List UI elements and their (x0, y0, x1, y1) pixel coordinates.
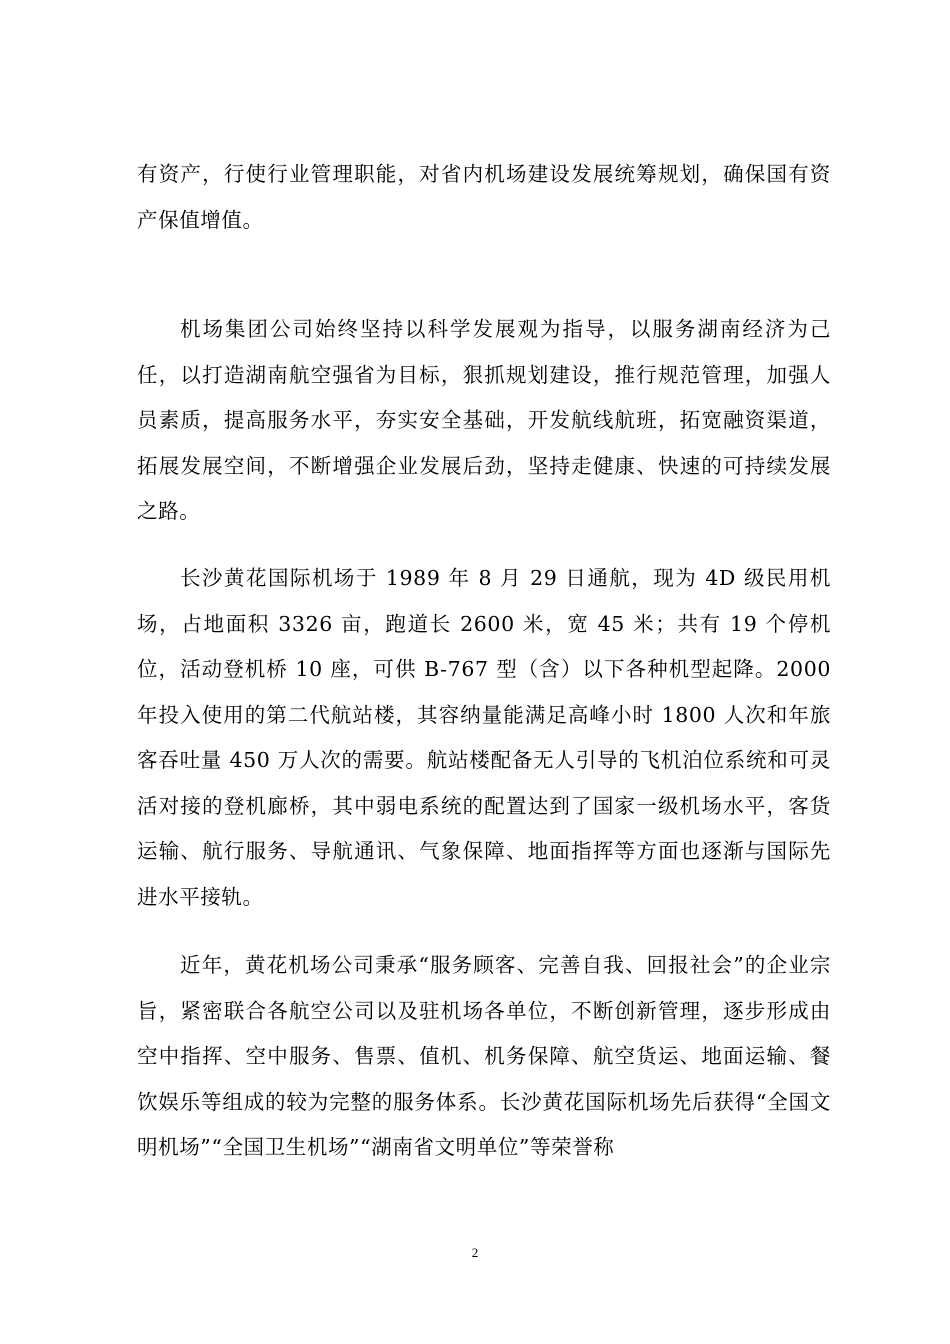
paragraph-airport-facilities: 长沙黄花国际机场于 1989 年 8 月 29 日通航，现为 4D 级民用机场，占地面积 3326 亩，跑道长 2600 米，宽 45 米；共有 19 个停机位，活动登机桥 10 座，可供 B-767 型（含）以下各种机型起降。2000 年投入使用的第二代航站楼，其容纳量能满足高峰小时 1800 人次和年旅客吞吐量 450 万人次的需要。航站楼配备无人引导的飞机泊位系统和可灵活对接的登机廊桥，其中弱电系统的配置达到了国家一级机场水平，客货运输、航行服务、导航通讯、气象保障、地面指挥等方面也逐渐与国际先进水平接轨。 (137, 566, 831, 909)
paragraph-continuation: 有资产，行使行业管理职能，对省内机场建设发展统筹规划，确保国有资产保值增值。 (137, 162, 831, 232)
page-number: 2 (471, 1245, 479, 1260)
paragraph-group-development: 机场集团公司始终坚持以科学发展观为指导，以服务湖南经济为己任，以打造湖南航空强省为目标，狠抓规划建设，推行规范管理，加强人员素质，提高服务水平，夯实安全基础，开发航线航班，拓宽融资渠道，拓展发展空间，不断增强企业发展后劲，坚持走健康、快速的可持续发展之路。 (137, 317, 831, 523)
paragraph-service-system: 近年，黄花机场公司秉承“服务顾客、完善自我、回报社会”的企业宗旨，紧密联合各航空公司以及驻机场各单位，不断创新管理，逐步形成由空中指挥、空中服务、售票、值机、机务保障、航空货运、地面运输、餐饮娱乐等组成的较为完整的服务体系。长沙黄花国际机场先后获得“全国文明机场”“全国卫生机场”“湖南省文明单位”等荣誉称 (137, 953, 831, 1159)
